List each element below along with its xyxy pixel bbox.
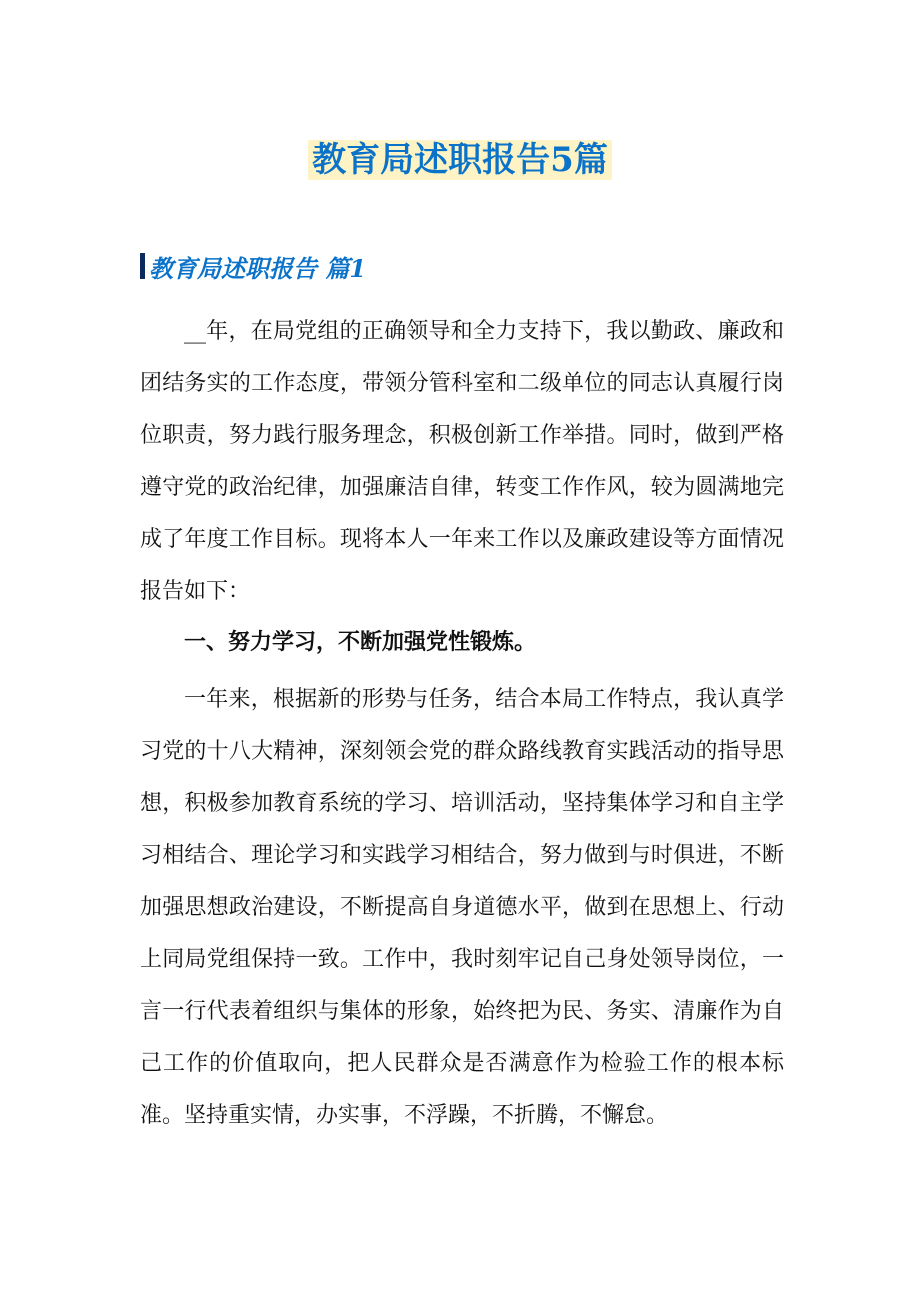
paragraph-2: 一年来，根据新的形势与任务，结合本局工作特点，我认真学习党的十八大精神，深刻领会党的群众路线教育实践活动的指导思想，积极参加教育系统的学习、培训活动，坚持集体学习和自主学习相结合、理论学习和实践学习相结合，努力做到与时俱进，不断加强思想政治建设，不断提高自身道德水平，做到在思想上、行动上同局党组保持一致。工作中，我时刻牢记自己身处领导岗位，一言一行代表着组织与集体的形象，始终把为民、务实、清廉作为自己工作的价值取向，把人民群众是否满意作为检验工作的根本标准。坚持重实情，办实事，不浮躁，不折腾，不懈怠。 [140,687,784,1128]
heading-bar-marker [140,253,145,279]
document-title-text: 教育局述职报告5篇 [308,140,612,180]
section-heading-text: 教育局述职报告 篇1 [149,253,367,283]
document-title [0,132,920,188]
paragraph-1: __年，在局党组的正确领导和全力支持下，我以勤政、廉政和团结务实的工作态度，带领分管科室和二级单位的同志认真履行岗位职责，努力践行服务理念，积极创新工作举措。同时，做到严格遵守党的政治纪律，加强廉洁自律，转变工作作风，较为圆满地完成了年度工作目标。现将本人一年来工作以及廉政建设等方面情况报告如下： [140,319,784,604]
subheading-1: 一、努力学习，不断加强党性锻炼。 [184,629,537,655]
section-heading [140,246,366,286]
